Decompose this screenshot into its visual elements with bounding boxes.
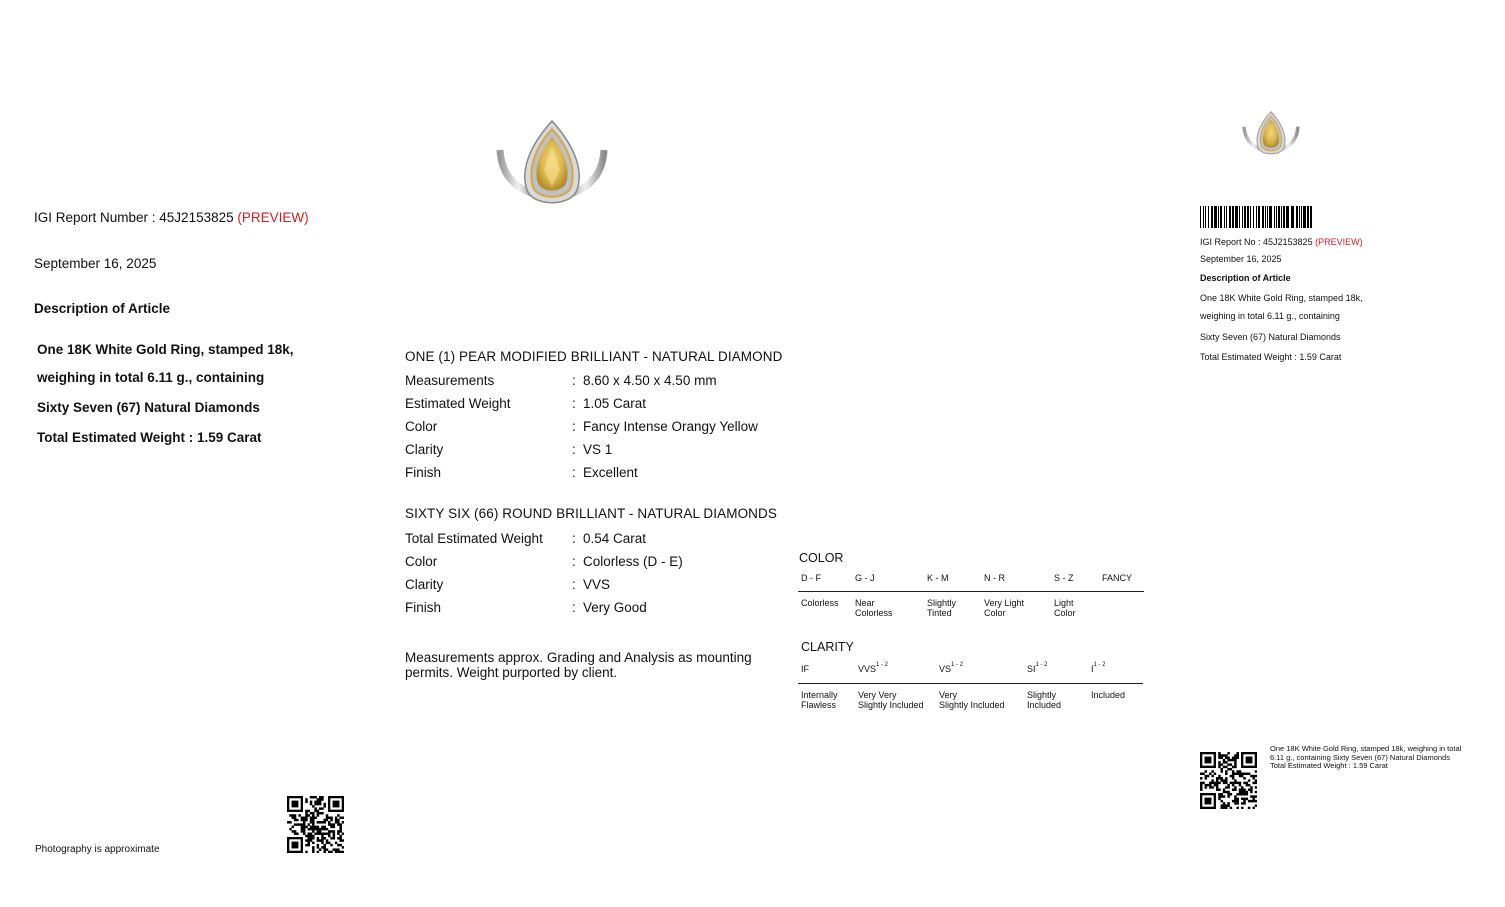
right-date: September 16, 2025: [1200, 254, 1282, 264]
clarity-grade: [1091, 664, 1106, 674]
color-grade-range: K - M: [927, 573, 949, 583]
clarity-grade-label: I: [1091, 664, 1094, 674]
spec-colon: :: [572, 373, 576, 388]
spec-row: [405, 419, 825, 439]
spec-label: Finish: [405, 465, 442, 480]
clarity-grade-label: IF: [801, 664, 809, 674]
spec-colon: :: [572, 442, 576, 457]
clarity-grade-description: Included: [1027, 700, 1062, 710]
spec-colon: :: [572, 531, 576, 546]
color-grade-description: Near: [855, 598, 875, 608]
color-grade-description: Colorless: [801, 598, 839, 608]
clarity-grade-description: Slightly Included: [858, 700, 924, 710]
spec-label: Clarity: [405, 577, 444, 592]
clarity-grade-description: Internally: [801, 690, 838, 700]
clarity-grade-description: Slightly Included: [939, 700, 1005, 710]
description-line: Total Estimated Weight : 1.59 Carat: [37, 430, 262, 445]
clarity-grade-range: 1 - 2: [1035, 662, 1048, 668]
description-line: Sixty Seven (67) Natural Diamonds: [37, 400, 260, 415]
side-stones-title: SIXTY SIX (66) ROUND BRILLIANT - NATURAL DIAMONDS: [405, 506, 777, 521]
color-grade-description: Tinted: [927, 608, 952, 618]
clarity-grade-label: VS: [939, 664, 952, 674]
right-description-line: One 18K White Gold Ring, stamped 18k,: [1200, 293, 1363, 303]
spec-row: [405, 373, 825, 393]
spec-label: Color: [405, 419, 438, 434]
color-grade-range: G - J: [855, 573, 875, 583]
clarity-scale-title: CLARITY: [801, 640, 854, 654]
spec-row: [405, 600, 825, 620]
spec-row: [405, 531, 825, 551]
spec-colon: :: [572, 465, 576, 480]
qr-code-icon[interactable]: [1200, 752, 1257, 809]
color-grade-range: S - Z: [1054, 573, 1074, 583]
color-grade-range: N - R: [984, 573, 1005, 583]
spec-value: Fancy Intense Orangy Yellow: [583, 419, 758, 434]
spec-label: Clarity: [405, 442, 444, 457]
spec-colon: :: [572, 577, 576, 592]
color-grade-description: Color: [1054, 608, 1076, 618]
right-report-number: IGI Report No : 45J2153825 (PREVIEW): [1200, 237, 1363, 247]
ring-photo: [492, 115, 612, 225]
color-grade-description: Color: [984, 608, 1006, 618]
spec-row: [405, 577, 825, 597]
spec-row: [405, 554, 825, 574]
spec-value: Colorless (D - E): [583, 554, 683, 569]
spec-value: VVS: [583, 577, 611, 592]
clarity-grade-description: Included: [1091, 690, 1126, 700]
spec-label: Measurements: [405, 373, 495, 388]
spec-row: [405, 396, 825, 416]
color-grade-description: Colorless: [855, 608, 893, 618]
clarity-grade-range: 1 - 2: [951, 662, 964, 668]
clarity-grade: [801, 664, 809, 674]
report-number: IGI Report Number : 45J2153825 (PREVIEW): [34, 210, 309, 225]
spec-value: VS 1: [583, 442, 613, 457]
right-description-line: Sixty Seven (67) Natural Diamonds: [1200, 332, 1341, 342]
description-heading: Description of Article: [34, 301, 171, 316]
spec-row: [405, 442, 825, 462]
spec-colon: :: [572, 419, 576, 434]
comments: Measurements approx. Grading and Analysis as mounting permits. Weight purported by client.: [405, 650, 752, 680]
clarity-grade-label: SI: [1027, 664, 1036, 674]
clarity-grade-description: Flawless: [801, 700, 837, 710]
spec-colon: :: [572, 396, 576, 411]
clarity-grade: [858, 664, 888, 674]
spec-colon: :: [572, 554, 576, 569]
description-line: weighing in total 6.11 g., containing: [37, 370, 265, 385]
preview-label: (PREVIEW): [237, 210, 309, 225]
clarity-grade: [939, 664, 963, 674]
clarity-grade-range: 1 - 2: [876, 662, 889, 668]
spec-label: Estimated Weight: [405, 396, 511, 411]
spec-row: [405, 465, 825, 485]
spec-value: 1.05 Carat: [583, 396, 647, 411]
spec-colon: :: [572, 600, 576, 615]
spec-value: Very Good: [583, 600, 647, 615]
color-grade-description: Light: [1054, 598, 1074, 608]
color-grade-description: Very Light: [984, 598, 1025, 608]
qr-code-icon[interactable]: [287, 796, 344, 853]
clarity-grade: [1027, 664, 1048, 674]
color-scale-divider: [798, 591, 1144, 592]
color-grade-range: D - F: [801, 573, 821, 583]
color-grade-range: FANCY: [1102, 573, 1133, 583]
spec-value: Excellent: [583, 465, 638, 480]
barcode-icon: [1200, 206, 1315, 228]
clarity-grade-description: Very Very: [858, 690, 897, 700]
center-stone-title: ONE (1) PEAR MODIFIED BRILLIANT - NATURAL DIAMOND: [405, 349, 783, 364]
right-preview-label: (PREVIEW): [1315, 237, 1363, 247]
clarity-grade-label: VVS: [858, 664, 877, 674]
photography-note: Photography is approximate: [35, 844, 160, 855]
spec-label: Finish: [405, 600, 442, 615]
spec-value: 8.60 x 4.50 x 4.50 mm: [583, 373, 717, 388]
clarity-grade-description: Slightly: [1027, 690, 1057, 700]
clarity-scale-divider: [798, 683, 1143, 684]
clarity-grade-description: Very: [939, 690, 958, 700]
right-description-heading: Description of Article: [1200, 273, 1291, 283]
right-description-line: weighing in total 6.11 g., containing: [1200, 311, 1340, 321]
spec-value: 0.54 Carat: [583, 531, 647, 546]
report-date: September 16, 2025: [34, 256, 157, 271]
color-grade-description: Slightly: [927, 598, 957, 608]
color-scale-title: COLOR: [799, 551, 844, 565]
description-line: One 18K White Gold Ring, stamped 18k,: [37, 342, 294, 357]
right-small-notes: One 18K White Gold Ring, stamped 18k, weighing in total 6.11 g., containing Sixty Seven (67) Natural Diamonds Total Estimated Weight : 1.59 Carat: [1270, 744, 1462, 770]
ring-photo-small: [1240, 108, 1302, 166]
clarity-grade-range: 1 - 2: [1093, 662, 1106, 668]
right-description-line: Total Estimated Weight : 1.59 Carat: [1200, 352, 1342, 362]
spec-label: Total Estimated Weight: [405, 531, 543, 546]
spec-label: Color: [405, 554, 438, 569]
